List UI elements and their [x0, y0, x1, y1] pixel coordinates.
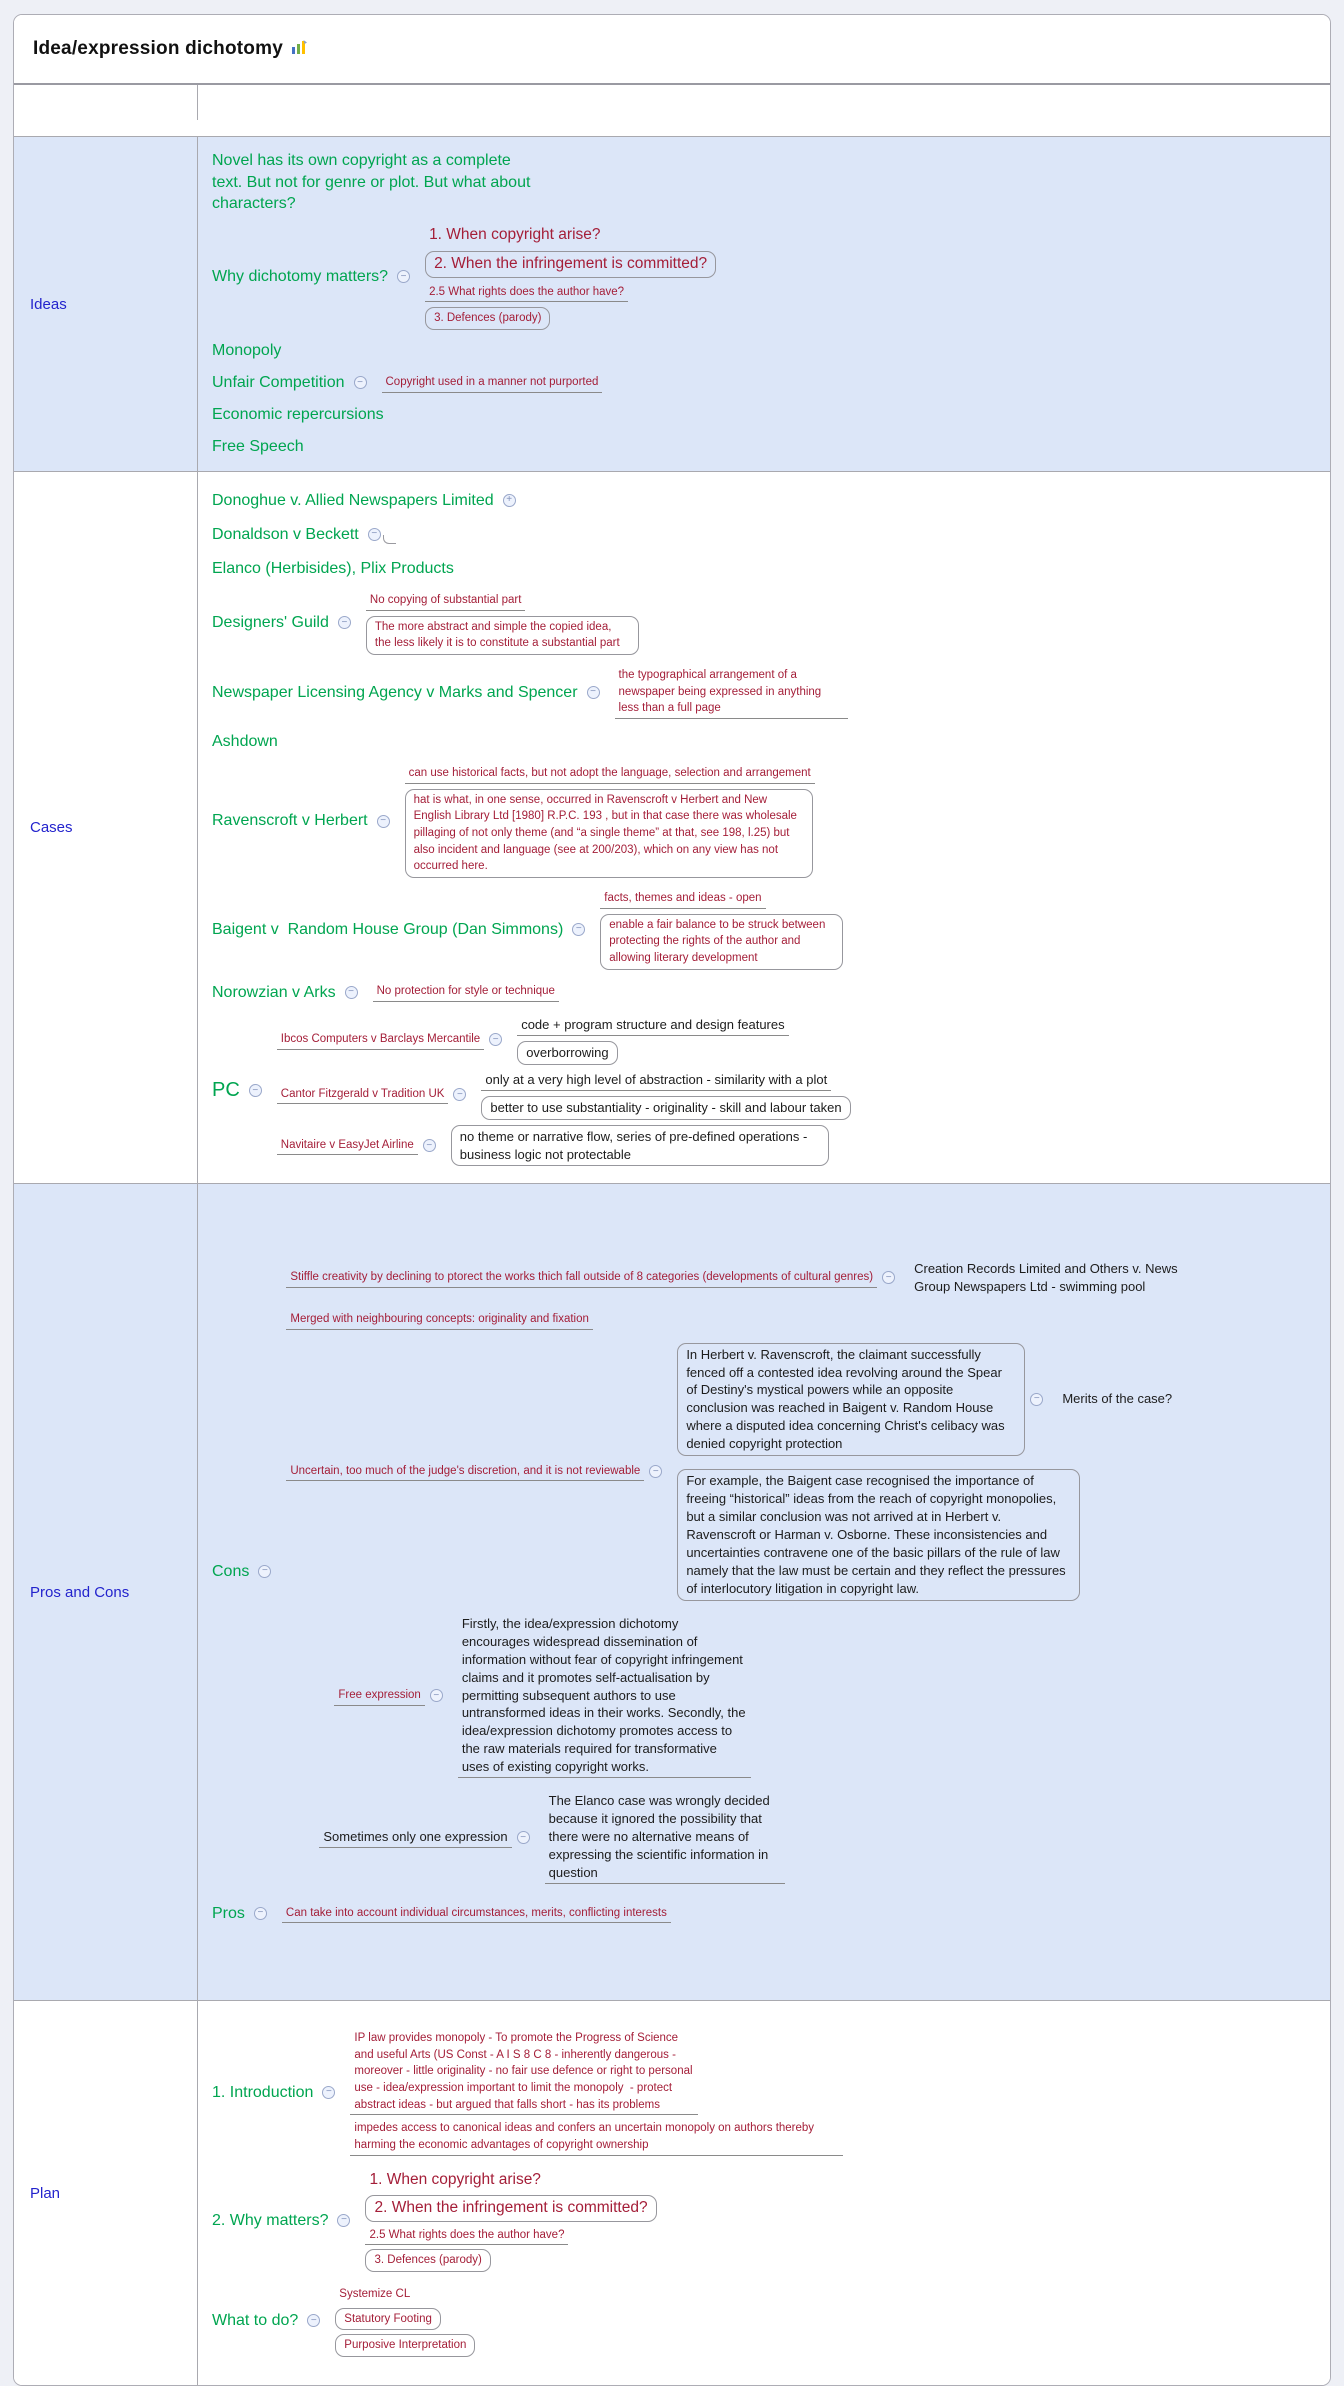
mindmap-node[interactable]: What to do? [212, 2312, 299, 2330]
mindmap-branch [481, 1070, 850, 1091]
mindmap-children [366, 591, 639, 655]
mindmap-branch [350, 2029, 843, 2115]
mindmap-branch [366, 616, 639, 655]
section-label-ideas: Ideas [14, 136, 198, 471]
mindmap-node[interactable]: Can take into account individual circumstances, merits, conflicting interests [282, 1904, 671, 1924]
fold-toggle-icon[interactable]: − [587, 686, 600, 699]
mindmap-branch [365, 2169, 656, 2191]
mindmap-children [910, 1259, 1218, 1297]
mindmap-children [350, 2029, 843, 2156]
mindmap-node[interactable]: Designers' Guild [212, 614, 329, 632]
collapsed-branch-stub [383, 535, 396, 544]
mindmap-branch [425, 224, 716, 246]
mindmap-branch [366, 591, 639, 611]
mindmap-branch [208, 764, 1320, 878]
fold-toggle-icon[interactable]: − [453, 1088, 466, 1101]
empty-row-content-cell [198, 85, 1330, 136]
mindmap-node[interactable]: Stiffle creativity by declining to ptorect the works thich fall outside of 8 categories (developments of cultural genres) [286, 1268, 877, 1288]
fold-toggle-icon[interactable]: − [322, 2086, 335, 2099]
fold-toggle-icon[interactable]: − [368, 528, 381, 541]
mindmap-node[interactable]: 3. Defences (parody) [425, 307, 550, 330]
mindmap-node[interactable]: overborrowing [517, 1041, 617, 1065]
mindmap-node[interactable]: 2. Why matters? [212, 2211, 329, 2229]
mindmap-node[interactable]: Ashdown [212, 732, 278, 750]
mindmap-node[interactable]: No copying of substantial part [366, 591, 526, 611]
mindmap-branch [373, 982, 559, 1002]
mindmap-node[interactable]: Statutory Footing [335, 2308, 441, 2331]
mindmap-branch [425, 283, 716, 303]
mindmap-node[interactable]: Why dichotomy matters? [212, 268, 389, 286]
mindmap-root-list [208, 489, 1320, 1167]
section-content-ideas [198, 136, 1330, 471]
mindmap-node[interactable]: Creation Records Limited and Others v. News Group Newspapers Ltd - swimming pool [914, 1261, 1182, 1294]
mindmap-branch [208, 730, 1320, 753]
mindmap-children [425, 224, 716, 330]
mindmap-node[interactable]: Systemize CL [339, 2287, 411, 2300]
mindmap-node[interactable]: 1. When copyright arise? [369, 2170, 541, 2188]
mindmap-branch [350, 2119, 843, 2155]
mindmap-node[interactable]: Purposive Interpretation [335, 2334, 475, 2357]
fold-toggle-icon[interactable]: − [337, 2214, 350, 2227]
mindmap-branch [405, 764, 815, 784]
mindmap-children [1058, 1389, 1176, 1409]
mindmap-node[interactable]: Novel has its own copyright as a complete text. But not for genre or plot. But what about characters? [212, 152, 535, 212]
mindmap-node[interactable]: 2.5 What rights does the author have? [425, 283, 628, 303]
mindmap-children [277, 1015, 851, 1167]
mindmap-node[interactable]: No protection for style or technique [373, 982, 559, 1002]
mindmap-node[interactable]: code + program structure and design features [517, 1015, 788, 1036]
mindmap-node[interactable]: Donaldson v Beckett [212, 525, 359, 543]
mindmap-node[interactable]: 1. Introduction [212, 2083, 314, 2101]
mindmap-children [545, 1791, 785, 1884]
mindmap-branch [334, 1614, 1218, 1778]
mindmap-node[interactable]: Copyright used in a manner not purported [382, 373, 603, 393]
mindmap-root-list [208, 2029, 1320, 2357]
mindmap-branch [208, 666, 1320, 719]
mindmap-branch [286, 1310, 1218, 1330]
mindmap-branch [481, 1096, 850, 1120]
mindmap-children [405, 764, 815, 878]
mindmap-branch [208, 224, 1320, 330]
fold-toggle-icon[interactable]: − [882, 1271, 895, 1284]
mindmap-branch [208, 371, 1320, 394]
mindmap-node[interactable]: Sometimes only one expression [319, 1827, 511, 1848]
mindmap-branch [335, 2285, 475, 2304]
mindmap-branch [365, 2249, 656, 2272]
fold-toggle-icon[interactable]: − [649, 1465, 662, 1478]
mindmap-branch [208, 557, 1320, 580]
fold-toggle-icon[interactable]: − [489, 1033, 502, 1046]
fold-toggle-icon[interactable]: − [1030, 1393, 1043, 1406]
section-table [14, 85, 1330, 2385]
mindmap-node[interactable]: Cantor Fitzgerald v Tradition UK [277, 1085, 449, 1105]
mindmap-branch [208, 1259, 1320, 1884]
mindmap-node[interactable]: Newspaper Licensing Agency v Marks and Spencer [212, 683, 578, 701]
mindmap-node[interactable]: enable a fair balance to be struck between protecting the rights of the author and allowing literary development [600, 914, 843, 970]
fold-toggle-icon[interactable]: − [354, 376, 367, 389]
mindmap-branch [208, 2169, 1320, 2272]
mindmap-children [286, 1259, 1218, 1884]
mindmap-branch [458, 1614, 751, 1778]
mindmap-branch [277, 1070, 851, 1120]
mindmap-node[interactable]: 3. Defences (parody) [365, 2249, 490, 2272]
section-label-plan: Plan [14, 2000, 198, 2385]
mindmap-children [365, 2169, 656, 2272]
mindmap-children [282, 1904, 671, 1924]
mindmap-branch [208, 889, 1320, 970]
mindmap-node[interactable]: Merits of the case? [1062, 1391, 1173, 1407]
mindmap-branch [677, 1469, 1176, 1601]
document-frame [13, 14, 1331, 2386]
mindmap-root-list [208, 149, 1320, 458]
mindmap-branch [382, 373, 603, 393]
mindmap-children [517, 1015, 788, 1065]
mindmap-branch [335, 2308, 475, 2331]
mindmap-children [373, 982, 559, 1002]
mindmap-branch [208, 489, 1320, 512]
fold-toggle-icon[interactable]: − [258, 1565, 271, 1578]
mindmap-branch [208, 149, 1320, 214]
mindmap-node[interactable]: Ravenscroft v Herbert [212, 812, 368, 830]
mindmap-node[interactable]: Free Speech [212, 438, 304, 456]
stats-icon [291, 40, 308, 60]
mindmap-node[interactable]: can use historical facts, but not adopt the language, selection and arrangement [405, 764, 815, 784]
mindmap-node[interactable]: The Elanco case was wrongly decided because it ignored the possibility that there were no alternative means of expressing the scientific information in question [545, 1791, 785, 1884]
mindmap-children [451, 1125, 829, 1167]
mindmap-branch [319, 1791, 1218, 1884]
mindmap-branch [286, 1259, 1218, 1297]
mindmap-node[interactable]: Uncertain, too much of the judge's discretion, and it is not reviewable [286, 1462, 644, 1482]
mindmap-branch [208, 1902, 1320, 1925]
mindmap-node[interactable]: Free expression [334, 1686, 424, 1706]
mindmap-node[interactable]: Economic repercursions [212, 406, 384, 424]
mindmap-branch [677, 1343, 1176, 1457]
mindmap-branch [600, 914, 843, 970]
mindmap-branch [405, 789, 815, 878]
mindmap-node[interactable]: only at a very high level of abstraction - similarity with a plot [481, 1070, 831, 1091]
fold-toggle-icon[interactable]: − [345, 986, 358, 999]
mindmap-children [458, 1614, 751, 1778]
mindmap-branch [208, 591, 1320, 655]
mindmap-branch [208, 339, 1320, 362]
section-content-cases [198, 471, 1330, 1183]
mindmap-node[interactable]: impedes access to canonical ideas and confers an uncertain monopoly on authors thereby harming the economic advantages of copyright ownership [350, 2119, 843, 2155]
mindmap-node[interactable]: Monopoly [212, 342, 282, 360]
mindmap-branch [208, 435, 1320, 458]
mindmap-branch [600, 889, 843, 909]
mindmap-branch [282, 1904, 671, 1924]
mindmap-node[interactable]: Elanco (Herbisides), Plix Products [212, 559, 454, 577]
fold-toggle-icon[interactable]: − [249, 1084, 262, 1097]
fold-toggle-icon[interactable]: − [338, 616, 351, 629]
section-content-plan [198, 2000, 1330, 2385]
mindmap-node[interactable]: Navitaire v EasyJet Airline [277, 1136, 418, 1156]
mindmap-branch [451, 1125, 829, 1167]
mindmap-node[interactable]: 1. When copyright arise? [429, 225, 601, 243]
mindmap-branch [208, 2285, 1320, 2357]
mindmap-node[interactable]: Firstly, the idea/expression dichotomy encourages widespread dissemination of information without fear of copyright infringement claims and it promotes self-actualisation by permitting subsequent authors to use untransformed ideas in their works. Secondly, the idea/expression dichotomy promotes access to the raw materials required for transformative uses of existing copyright works. [458, 1614, 751, 1778]
fold-toggle-icon[interactable]: − [254, 1907, 267, 1920]
mindmap-node[interactable]: 2.5 What rights does the author have? [365, 2226, 568, 2246]
mindmap-node[interactable]: Merged with neighbouring concepts: originality and fixation [286, 1310, 593, 1330]
fold-toggle-icon[interactable]: − [397, 270, 410, 283]
mindmap-node[interactable]: hat is what, in one sense, occurred in Ravenscroft v Herbert and New English Library Ltd [1980] R.P.C. 193 , but in that case there was wholesale pillaging of not only theme (and “a single theme” at that, see 198, l.25) but also incident and language (see at 200/203), which on any view has not occurred here. [405, 789, 813, 878]
mindmap-node[interactable]: 2. When the infringement is committed? [365, 2195, 656, 2221]
mindmap-branch [365, 2226, 656, 2246]
fold-toggle-icon[interactable]: − [307, 2314, 320, 2327]
section-content-pros-and-cons [198, 1183, 1330, 2000]
fold-toggle-icon[interactable]: − [377, 815, 390, 828]
mindmap-branch [208, 2029, 1320, 2156]
mindmap-branch [545, 1791, 785, 1884]
mindmap-node[interactable]: Ibcos Computers v Barclays Mercantile [277, 1030, 484, 1050]
mindmap-branch [365, 2195, 656, 2221]
map-title-bar [14, 15, 1330, 85]
mindmap-node[interactable]: For example, the Baigent case recognised the importance of freeing “historical” ideas from the reach of copyright monopolies, but a similar conclusion was not arrived at in Herbert v. Ravenscroft or Harman v. Osborne. These inconsistencies and uncertainties contravene one of the basic pillars of the rule of law namely that the law must be certain and they reflect the pressures of interlocutory litigation in copyright law. [677, 1469, 1080, 1601]
fold-toggle-icon[interactable]: − [572, 923, 585, 936]
mindmap-branch [425, 251, 716, 277]
mindmap-branch [517, 1015, 788, 1036]
mindmap-branch [208, 403, 1320, 426]
mindmap-branch [277, 1015, 851, 1065]
mindmap-node[interactable]: no theme or narrative flow, series of pre-defined operations - business logic not protectable [451, 1125, 829, 1167]
empty-row-label-cell [14, 85, 198, 120]
mindmap-branch [517, 1041, 788, 1065]
mindmap-children [382, 373, 603, 393]
section-label-pros-and-cons: Pros and Cons [14, 1183, 198, 2000]
mindmap-node[interactable]: Pros [212, 1904, 245, 1922]
mindmap-node[interactable]: the typographical arrangement of a newspaper being expressed in anything less than a full page [615, 666, 848, 719]
mindmap-node[interactable]: Baigent v Random House Group (Dan Simmons) [212, 920, 564, 938]
mindmap-node[interactable]: Unfair Competition [212, 374, 345, 392]
fold-toggle-icon[interactable]: − [430, 1689, 443, 1702]
mindmap-branch [425, 307, 716, 330]
section-label-cases: Cases [14, 471, 198, 1183]
mindmap-children [677, 1343, 1176, 1601]
mindmap-branch [208, 981, 1320, 1004]
fold-toggle-icon[interactable]: − [423, 1139, 436, 1152]
mindmap-node[interactable]: In Herbert v. Ravenscroft, the claimant successfully fenced off a contested idea revolving around the Spear of Destiny's mystical powers while an opposite conclusion was reached in Baigent v. Random House where a disputed idea concerning Christ's celibacy was denied copyright protection [677, 1343, 1025, 1457]
mindmap-node[interactable]: The more abstract and simple the copied idea, the less likely it is to constitute a substantial part [366, 616, 639, 655]
mindmap-node[interactable]: IP law provides monopoly - To promote the Progress of Science and useful Arts (US Const - A I S 8 C 8 - inherently dangerous - moreover - little originality - no fair use defence or right to personal use - idea/expression important to limit the monopoly - protect abstract ideas - but argued that falls short - has its problems [350, 2029, 698, 2115]
mindmap-branch [910, 1259, 1218, 1297]
mindmap-node[interactable]: PC [212, 1079, 240, 1102]
mindmap-root-list [208, 1259, 1320, 1925]
mindmap-node[interactable]: 2. When the infringement is committed? [425, 251, 716, 277]
page-title: Idea/expression dichotomy [33, 38, 283, 59]
mindmap-node[interactable]: better to use substantiality - originality - skill and labour taken [481, 1096, 850, 1120]
mindmap-children [615, 666, 848, 719]
mindmap-children [335, 2285, 475, 2357]
fold-toggle-icon[interactable]: + [503, 494, 516, 507]
mindmap-children [600, 889, 843, 970]
mindmap-node[interactable]: Donoghue v. Allied Newspapers Limited [212, 491, 494, 509]
mindmap-branch [1058, 1389, 1176, 1409]
mindmap-branch [208, 1015, 1320, 1167]
mindmap-node[interactable]: facts, themes and ideas - open [600, 889, 765, 909]
mindmap-branch [615, 666, 848, 719]
mindmap-node[interactable]: Norowzian v Arks [212, 983, 336, 1001]
fold-toggle-icon[interactable]: − [517, 1831, 530, 1844]
mindmap-branch [208, 523, 1320, 546]
mindmap-branch [335, 2334, 475, 2357]
mindmap-branch [277, 1125, 851, 1167]
mindmap-children [481, 1070, 850, 1120]
mindmap-node[interactable]: Cons [212, 1562, 250, 1580]
mindmap-branch [286, 1343, 1218, 1601]
